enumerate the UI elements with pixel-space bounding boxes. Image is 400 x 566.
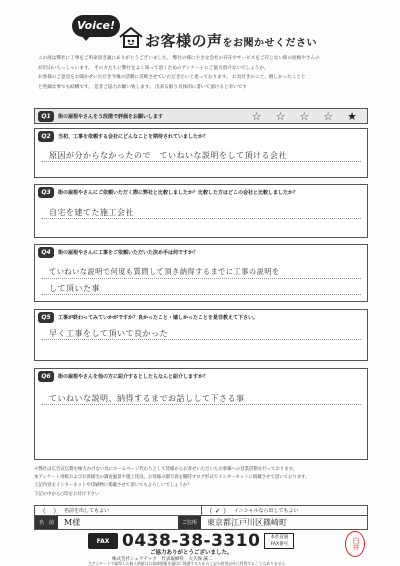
- question-header: [35, 245, 367, 259]
- star-filled-icon[interactable]: ★: [347, 110, 357, 123]
- answer-text: 早く工事をして頂いて良かった: [49, 329, 168, 338]
- consent-checkbox-checked[interactable]: （ ✓ ）: [205, 506, 230, 515]
- question-text: 街の屋根やさんにご依頼いただく際に弊社と比較しましたか？比較した方はどこの会社と比較しましたか？: [58, 189, 299, 196]
- address-label: ご住所: [178, 516, 201, 529]
- intro-line: お客様のご意見をお聞かせいただき今後の活動に反映させていただきたいと思っております。 お気付きのこと、嬉しかったことと: [38, 75, 306, 80]
- note-line: 本アンケート用紙およびお客様宅の調査風景や施工状況、お客様の顔写真を随時ブログ形式でインターネットに掲載させて頂いております。: [34, 475, 310, 481]
- consent-option-initial[interactable]: [201, 506, 368, 516]
- star-icon[interactable]: ☆: [323, 110, 334, 123]
- star-icon[interactable]: ☆: [299, 110, 310, 123]
- question-tag: Q2: [38, 131, 54, 142]
- question-text: 街の屋根やさんを５段階で評価をお願いします: [58, 113, 164, 120]
- answer-text: ていねいな説明、納得するまでお話しして下さる事: [49, 394, 245, 403]
- voice-bubble-tail: [80, 34, 92, 41]
- name-field[interactable]: M様: [64, 518, 81, 527]
- intro-line: この度は弊社に工事をご用命頂き誠にありがとうございました。 弊社の様に小さな会社の存在やサービスをご存じない街の屋根やさんの: [38, 56, 320, 61]
- answer-text: 自宅を建てた施工会社: [49, 208, 134, 217]
- fax-badge-line: FAX番号: [270, 542, 289, 547]
- question-tag: Q6: [38, 371, 54, 382]
- fax-icon: FAX: [88, 533, 118, 549]
- question-text: 工事が終わってみていかがですか？良かったこと・嬉しかったことを是非教えて下さい。: [58, 314, 258, 321]
- answer-text: 原因が分からなかったので ていねいな説明をして頂ける会社: [49, 151, 287, 160]
- question-tag: Q4: [38, 247, 54, 258]
- question-3: [34, 184, 368, 238]
- question-text: 街の屋根やさんを他の方に紹介するとしたらなんと紹介しますか？: [58, 373, 209, 380]
- note-line: 上記内容をインターネットや印刷物に掲載させて頂いてもよろしいでしょうか？: [34, 483, 192, 489]
- question-header: [35, 369, 367, 383]
- question-4: [34, 244, 368, 302]
- fax-badge-line: 本社直通: [270, 535, 289, 540]
- note-line: ＊弊社は広告宣伝費を極力かけない為にホームページ代わりとして皆様からお寄せいただいたお客様への営業活動を行っております。: [34, 467, 298, 472]
- title-main: お客様の声: [145, 32, 223, 50]
- intro-line: が沢山いらっしゃいます。 その方たちに弊社をよく知って頂くためのアンケートにご協力頂けないでしょうか。: [38, 65, 269, 71]
- consent-checkbox[interactable]: （ ）: [39, 506, 60, 515]
- title-tail: をお聞かせください: [222, 38, 318, 49]
- page-title: [145, 30, 317, 51]
- privacy-note: 当アンケートで取得した個人情報はお客様情報を適切に保護するための上記の使用以外に利用することはありません: [88, 561, 286, 566]
- question-2: [34, 128, 368, 178]
- question-5: [34, 309, 368, 361]
- answer-text: ていねいな説明で何度も質問して頂き納得するまでに工事の説明を: [49, 267, 280, 276]
- answer-line: [41, 404, 361, 405]
- consent-option-name[interactable]: [35, 506, 201, 516]
- answer-text: して頂いた事: [49, 284, 100, 293]
- voice-badge: Voice!: [72, 15, 120, 37]
- question-6: [34, 368, 368, 460]
- star-rating[interactable]: [252, 110, 357, 123]
- fax-badge: [264, 533, 294, 549]
- seal-stamp: 白井: [345, 531, 365, 557]
- question-tag: Q1: [38, 111, 54, 122]
- star-icon[interactable]: ☆: [251, 110, 262, 123]
- publication-notes: [34, 466, 368, 499]
- intro-line: ど些細な事でも結構です。 是非ご協力お願い致します。 出来る限り具体的に書いて頂けると幸いです: [38, 84, 247, 90]
- answer-line: [41, 339, 361, 340]
- answer-line: [41, 294, 361, 295]
- answer-line: [41, 218, 361, 219]
- name-label: 名 前: [35, 516, 58, 529]
- customer-info-row: [34, 516, 368, 530]
- consent-options: [34, 505, 368, 516]
- question-text: 街の屋根やさんに工事をご依頼いただいた決め手は何ですか？: [58, 249, 199, 256]
- fax-number: 0438-38-3310: [122, 531, 261, 551]
- question-1: [34, 108, 368, 124]
- company-line: 株式会社シェアテック 代表取締役 大久保 誠二: [112, 557, 213, 562]
- question-header: [35, 185, 367, 199]
- question-header: [35, 129, 367, 143]
- question-text: 当初、工事を依頼する会社にどんなことを期待されていましたか？: [58, 133, 209, 140]
- note-line: 下記の中から○印をお付け下さい: [34, 491, 100, 497]
- question-tag: Q5: [38, 312, 54, 323]
- question-header: [35, 310, 367, 324]
- answer-line: [41, 161, 361, 162]
- consent-label: 名前を出してもよい: [64, 508, 110, 514]
- house-icon: [118, 26, 144, 48]
- thanks-text: ご協力ありがとうございました。: [150, 550, 233, 556]
- address-field[interactable]: 東京都江戸川区篠崎町: [207, 518, 288, 527]
- answer-line: [41, 278, 361, 279]
- consent-label: イニシャルなら出してもよい: [233, 508, 299, 514]
- question-tag: Q3: [38, 187, 54, 198]
- intro-text: [38, 54, 368, 92]
- star-icon[interactable]: ☆: [275, 110, 286, 123]
